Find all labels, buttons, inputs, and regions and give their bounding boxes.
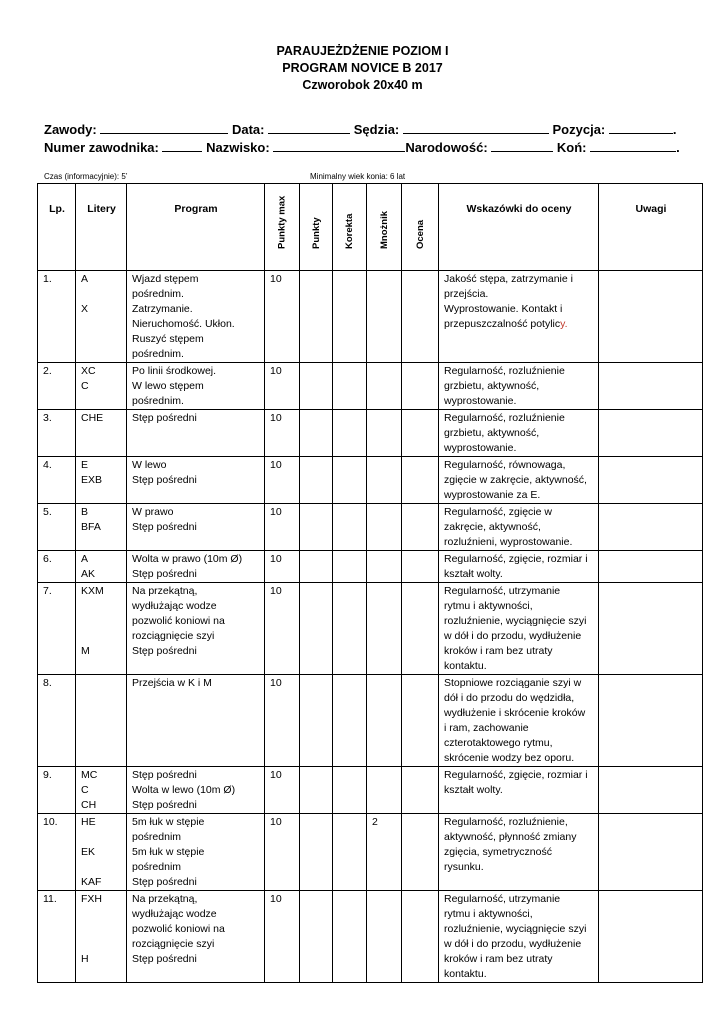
- row-lp: 7.: [38, 583, 76, 675]
- row-program: [127, 271, 265, 363]
- row-wskazowki: [439, 814, 599, 891]
- row-wskazowki-line: Regularność, zgięcie, rozmiar i: [444, 553, 588, 565]
- row-litery-line: CHE: [81, 412, 104, 424]
- row-litery: [76, 551, 127, 583]
- row-litery: [76, 814, 127, 891]
- row-wskazowki: [439, 551, 599, 583]
- row-program-line: pośrednim.: [132, 395, 184, 407]
- row-litery-line: A: [81, 273, 89, 285]
- row-korekta-input[interactable]: [333, 891, 367, 983]
- row-litery-line: HE: [81, 816, 96, 828]
- row-wskazowki-line: Stopniowe rozciąganie szyi w: [444, 677, 582, 689]
- row-lp: 11.: [38, 891, 76, 983]
- row-punkty-max: 10: [265, 271, 300, 363]
- nazwisko-label: Nazwisko:: [206, 140, 270, 155]
- row-program-line: Nieruchomość. Ukłon.: [132, 318, 235, 330]
- row-litery: [76, 457, 127, 504]
- row-litery-line: KAF: [81, 876, 102, 888]
- row-wskazowki-line: Regularność, zgięcie, rozmiar i: [444, 769, 588, 781]
- row-litery: [76, 271, 127, 363]
- row-punkty-input[interactable]: [300, 767, 333, 814]
- row-wskazowki-line: Regularność, zgięcie w: [444, 506, 552, 518]
- col-wskazowki: Wskazówki do oceny: [439, 184, 599, 271]
- row-lp: 9.: [38, 767, 76, 814]
- row-ocena-input[interactable]: [402, 675, 439, 767]
- row-program-line: Stęp pośredni: [132, 645, 197, 657]
- row-program-line: W lewo stępem: [132, 380, 204, 392]
- row-wskazowki-line: kształt wolty.: [444, 784, 503, 796]
- row-punkty-input[interactable]: [300, 271, 333, 363]
- row-program-line: Stęp pośredni: [132, 769, 197, 781]
- row-litery-line: [81, 907, 122, 922]
- title-line-1: PARAUJEŻDŻENIE POZIOM I: [276, 44, 449, 58]
- row-korekta-input[interactable]: [333, 457, 367, 504]
- row-litery: [76, 583, 127, 675]
- row-punkty-max: 10: [265, 363, 300, 410]
- zawody-label: Zawody:: [44, 122, 97, 137]
- row-program-line: Na przekątną,: [132, 893, 198, 905]
- row-wskazowki-line: kontaktu.: [444, 660, 487, 672]
- row-wskazowki-line: rytmu i aktywności,: [444, 908, 533, 920]
- row-litery-line: A: [81, 553, 89, 565]
- row-wskazowki-line: wyprostowanie za E.: [444, 489, 541, 501]
- header-row-2: [44, 139, 680, 156]
- row-litery: [76, 891, 127, 983]
- row-litery-line: CH: [81, 799, 97, 811]
- nazwisko-field[interactable]: [273, 139, 405, 152]
- row-korekta-input[interactable]: [333, 583, 367, 675]
- row-litery: [76, 504, 127, 551]
- row-program-line: pośrednim: [132, 861, 182, 873]
- row-program-line: rozciągnięcie szyi: [132, 630, 215, 642]
- row-litery-line: EXB: [81, 474, 103, 486]
- row-wskazowki-line: Regularność, rozluźnienie: [444, 412, 565, 424]
- row-program-line: pozwolić koniowi na: [132, 615, 225, 627]
- row-litery-line: M: [81, 645, 90, 657]
- row-punkty-max: 10: [265, 891, 300, 983]
- row-program-line: W lewo: [132, 459, 167, 471]
- row-wskazowki-line: Regularność, utrzymanie: [444, 585, 561, 597]
- row-litery-line: [81, 629, 122, 644]
- row-korekta-input[interactable]: [333, 504, 367, 551]
- row-wskazowki: [439, 583, 599, 675]
- row-ocena-input[interactable]: [402, 814, 439, 891]
- table-row: [38, 551, 703, 583]
- col-korekta: Korekta: [333, 184, 367, 271]
- row-wskazowki-line: przepuszczalność potylicy.: [444, 318, 568, 330]
- row-litery: [76, 675, 127, 767]
- row-wskazowki-line: rozluźnieni, wyprostowanie.: [444, 536, 573, 548]
- row-punkty-input[interactable]: [300, 457, 333, 504]
- table-row: [38, 457, 703, 504]
- row-lp: 10.: [38, 814, 76, 891]
- row-punkty-input[interactable]: [300, 363, 333, 410]
- row-punkty-max: 10: [265, 551, 300, 583]
- row-program: [127, 767, 265, 814]
- row-wskazowki-line: rozluźnienie, wyciągnięcie szyi: [444, 615, 587, 627]
- wiek-info: Minimalny wiek konia: 6 lat: [310, 172, 406, 181]
- row-litery-line: BFA: [81, 521, 101, 533]
- table-row: [38, 271, 703, 363]
- row-wskazowki-line: aktywność, płynność zmiany: [444, 831, 577, 843]
- row-wskazowki-line: Regularność, rozluźnienie: [444, 365, 565, 377]
- row-wskazowki-line: wyprostowanie.: [444, 442, 517, 454]
- row-wskazowki-line: kroków i ram bez utraty: [444, 645, 553, 657]
- row-wskazowki: [439, 767, 599, 814]
- row-program-line: wydłużając wodze: [132, 600, 217, 612]
- row-wskazowki-line: grzbietu, aktywność,: [444, 380, 540, 392]
- numer-label: Numer zawodnika:: [44, 140, 159, 155]
- row-litery-line: E: [81, 459, 89, 471]
- col-lp: Lp.: [38, 184, 76, 271]
- row-wskazowki-line: rozluźnienie, wyciągnięcie szyi: [444, 923, 587, 935]
- row-wskazowki-line: czterotaktowego rytmu,: [444, 737, 553, 749]
- row-wskazowki-line: rytmu i aktywności,: [444, 600, 533, 612]
- row-program-line: 5m łuk w stępie: [132, 846, 205, 858]
- row-ocena-input[interactable]: [402, 767, 439, 814]
- data-field[interactable]: [268, 121, 350, 134]
- zawody-field[interactable]: [100, 121, 228, 134]
- narodowosc-label: Narodowość:: [405, 140, 488, 155]
- row-litery: [76, 363, 127, 410]
- col-punkty: Punkty: [300, 184, 333, 271]
- row-mnoznik: [367, 551, 402, 583]
- row-litery-line: [81, 860, 122, 875]
- row-litery-line: B: [81, 506, 89, 518]
- row-litery: [76, 767, 127, 814]
- row-punkty-max: 10: [265, 457, 300, 504]
- data-label: Data:: [231, 122, 265, 137]
- row-punkty-input[interactable]: [300, 551, 333, 583]
- row-program-line: Stęp pośredni: [132, 412, 197, 424]
- row-lp: 5.: [38, 504, 76, 551]
- row-uwagi-input[interactable]: [599, 457, 703, 504]
- row-punkty-max: 10: [265, 814, 300, 891]
- row-litery-line: X: [81, 303, 89, 315]
- row-uwagi-input[interactable]: [599, 583, 703, 675]
- row-wskazowki-line: skrócenie wodzy bez oporu.: [444, 752, 575, 764]
- row-uwagi-input[interactable]: [599, 504, 703, 551]
- numer-field[interactable]: [162, 139, 202, 152]
- row-wskazowki-line: Regularność, rozluźnienie,: [444, 816, 568, 828]
- row-program-line: Stęp pośredni: [132, 953, 197, 965]
- row-wskazowki-line: kontaktu.: [444, 968, 487, 980]
- row-program-line: pozwolić koniowi na: [132, 923, 225, 935]
- table-header-row: [38, 184, 703, 271]
- row-program: [127, 583, 265, 675]
- row-program: [127, 675, 265, 767]
- row-lp: 1.: [38, 271, 76, 363]
- row-korekta-input[interactable]: [333, 675, 367, 767]
- row-mnoznik: [367, 583, 402, 675]
- row-lp: 6.: [38, 551, 76, 583]
- table-row: [38, 891, 703, 983]
- narodowosc-field[interactable]: [491, 139, 553, 152]
- row-wskazowki-line: Regularność, utrzymanie: [444, 893, 561, 905]
- row-punkty-max: 10: [265, 504, 300, 551]
- row-program: [127, 410, 265, 457]
- pozycja-label: Pozycja:: [552, 122, 606, 137]
- col-ocena: Ocena: [402, 184, 439, 271]
- col-punkty-max: Punkty max: [265, 184, 300, 271]
- row-wskazowki-line: zgięcia, symetryczność: [444, 846, 552, 858]
- row-mnoznik: [367, 363, 402, 410]
- row-uwagi-input[interactable]: [599, 271, 703, 363]
- row-mnoznik: [367, 457, 402, 504]
- row-litery-line: XC: [81, 365, 96, 377]
- row-lp: 8.: [38, 675, 76, 767]
- row-uwagi-input[interactable]: [599, 551, 703, 583]
- col-uwagi: Uwagi: [599, 184, 703, 271]
- row-program-line: Stęp pośredni: [132, 876, 197, 888]
- row-punkty-input[interactable]: [300, 675, 333, 767]
- row-punkty-max: 10: [265, 675, 300, 767]
- table-row: [38, 814, 703, 891]
- row-litery-line: MC: [81, 769, 98, 781]
- col-program: Program: [127, 184, 265, 271]
- row-uwagi-input[interactable]: [599, 767, 703, 814]
- row-korekta-input[interactable]: [333, 271, 367, 363]
- row-wskazowki-line: Regularność, równowaga,: [444, 459, 566, 471]
- row-uwagi-input[interactable]: [599, 410, 703, 457]
- row-punkty-max: 10: [265, 767, 300, 814]
- row-wskazowki-line: zgięcie w zakręcie, aktywność,: [444, 474, 587, 486]
- table-row: [38, 410, 703, 457]
- row-program-line: Przejścia w K i M: [132, 677, 212, 689]
- row-program: [127, 504, 265, 551]
- row-punkty-max: 10: [265, 410, 300, 457]
- row-wskazowki-line: Jakość stępa, zatrzymanie i: [444, 273, 573, 285]
- pozycja-field[interactable]: [609, 121, 673, 134]
- row-program: [127, 891, 265, 983]
- row-ocena-input[interactable]: [402, 271, 439, 363]
- row-program-line: Wjazd stępem: [132, 273, 199, 285]
- row-wskazowki-line: przejścia.: [444, 288, 489, 300]
- row-wskazowki-line: w dół i do przodu, wydłużenie: [444, 630, 582, 642]
- row-wskazowki-line: i ram, zachowanie: [444, 722, 529, 734]
- row-punkty-max: 10: [265, 583, 300, 675]
- row-litery-line: [81, 614, 122, 629]
- row-program-line: Po linii środkowej.: [132, 365, 217, 377]
- row-wskazowki-line: wyprostowanie.: [444, 395, 517, 407]
- row-punkty-input[interactable]: [300, 410, 333, 457]
- row-ocena-input[interactable]: [402, 551, 439, 583]
- row-program: [127, 551, 265, 583]
- row-wskazowki: [439, 271, 599, 363]
- row-program-line: Wolta w prawo (10m Ø): [132, 553, 243, 565]
- sedzia-field[interactable]: [403, 121, 549, 134]
- row-wskazowki-line: Wyprostowanie. Kontakt i: [444, 303, 563, 315]
- row-program-line: Stęp pośredni: [132, 799, 197, 811]
- row-litery: [76, 410, 127, 457]
- title-line-3: Czworobok 20x40 m: [302, 78, 423, 92]
- row-litery-line: FXH: [81, 893, 102, 905]
- row-litery-line: KXM: [81, 585, 104, 597]
- table-row: [38, 363, 703, 410]
- row-wskazowki-line: rysunku.: [444, 861, 484, 873]
- row-program-line: pośrednim.: [132, 288, 184, 300]
- row-program-line: 5m łuk w stępie: [132, 816, 205, 828]
- row-punkty-input[interactable]: [300, 504, 333, 551]
- row-program-line: Stęp pośredni: [132, 568, 197, 580]
- kon-field[interactable]: [590, 139, 676, 152]
- row-punkty-input[interactable]: [300, 583, 333, 675]
- table-row: [38, 675, 703, 767]
- score-table: [37, 183, 703, 983]
- sedzia-label: Sędzia:: [353, 122, 400, 137]
- row-mnoznik: 2: [367, 814, 402, 891]
- row-litery-line: [81, 922, 122, 937]
- row-program-line: wydłużając wodze: [132, 908, 217, 920]
- czas-info: Czas (informacyjnie): 5’: [44, 172, 128, 181]
- row-ocena-input[interactable]: [402, 363, 439, 410]
- row-wskazowki: [439, 410, 599, 457]
- row-wskazowki: [439, 363, 599, 410]
- row-program-line: Zatrzymanie.: [132, 303, 193, 315]
- col-mnoznik: Mnożnik: [367, 184, 402, 271]
- row-wskazowki: [439, 891, 599, 983]
- red-text: y.: [560, 318, 568, 330]
- table-row: [38, 767, 703, 814]
- row-ocena-input[interactable]: [402, 410, 439, 457]
- row-program-line: Ruszyć stępem: [132, 333, 204, 345]
- row-korekta-input[interactable]: [333, 767, 367, 814]
- row-uwagi-input[interactable]: [599, 891, 703, 983]
- row-mnoznik: [367, 767, 402, 814]
- col-litery: Litery: [76, 184, 127, 271]
- row-punkty-input[interactable]: [300, 891, 333, 983]
- row-litery-line: [81, 830, 122, 845]
- row-wskazowki: [439, 675, 599, 767]
- table-row: [38, 583, 703, 675]
- row-program-line: Na przekątną,: [132, 585, 198, 597]
- row-wskazowki-line: dół i do przodu do wędzidła,: [444, 692, 575, 704]
- row-mnoznik: [367, 675, 402, 767]
- row-program-line: Stęp pośredni: [132, 474, 197, 486]
- row-ocena-input[interactable]: [402, 504, 439, 551]
- row-lp: 4.: [38, 457, 76, 504]
- row-litery-line: H: [81, 953, 89, 965]
- row-litery-line: [81, 676, 122, 691]
- row-wskazowki-line: kroków i ram bez utraty: [444, 953, 553, 965]
- row-uwagi-input[interactable]: [599, 675, 703, 767]
- row-program-line: pośrednim: [132, 831, 182, 843]
- row-wskazowki-line: wydłużenie i skrócenie kroków: [444, 707, 586, 719]
- row-korekta-input[interactable]: [333, 551, 367, 583]
- row-korekta-input[interactable]: [333, 363, 367, 410]
- row-wskazowki-line: zakręcie, aktywność,: [444, 521, 541, 533]
- row2-dot: .: [676, 140, 680, 155]
- row-ocena-input[interactable]: [402, 583, 439, 675]
- title-line-2: PROGRAM NOVICE B 2017: [282, 61, 443, 75]
- row-ocena-input[interactable]: [402, 891, 439, 983]
- row-program-line: pośrednim.: [132, 348, 184, 360]
- row-program-line: W prawo: [132, 506, 174, 518]
- row-punkty-input[interactable]: [300, 814, 333, 891]
- row-litery-line: [81, 287, 122, 302]
- row-litery-line: [81, 599, 122, 614]
- row-program-line: Wolta w lewo (10m Ø): [132, 784, 236, 796]
- row-wskazowki: [439, 457, 599, 504]
- row-litery-line: C: [81, 380, 89, 392]
- row-uwagi-input[interactable]: [599, 363, 703, 410]
- row-uwagi-input[interactable]: [599, 814, 703, 891]
- row-program-line: rozciągnięcie szyi: [132, 938, 215, 950]
- row-program: [127, 814, 265, 891]
- row-wskazowki-line: w dół i do przodu, wydłużenie: [444, 938, 582, 950]
- row-program: [127, 457, 265, 504]
- header-row-1: [44, 121, 677, 138]
- row-lp: 3.: [38, 410, 76, 457]
- row-mnoznik: [367, 271, 402, 363]
- row-lp: 2.: [38, 363, 76, 410]
- row-korekta-input[interactable]: [333, 814, 367, 891]
- row-wskazowki-line: grzbietu, aktywność,: [444, 427, 540, 439]
- row-mnoznik: [367, 891, 402, 983]
- row-korekta-input[interactable]: [333, 410, 367, 457]
- row-litery-line: AK: [81, 568, 96, 580]
- row-mnoznik: [367, 410, 402, 457]
- row-ocena-input[interactable]: [402, 457, 439, 504]
- table-row: [38, 504, 703, 551]
- row-program: [127, 363, 265, 410]
- row-litery-line: EK: [81, 846, 96, 858]
- row-wskazowki-line: kształt wolty.: [444, 568, 503, 580]
- kon-label: Koń:: [556, 140, 587, 155]
- row-program-line: Stęp pośredni: [132, 521, 197, 533]
- row1-dot: .: [672, 122, 677, 137]
- row-litery-line: [81, 937, 122, 952]
- row-mnoznik: [367, 504, 402, 551]
- row-wskazowki: [439, 504, 599, 551]
- row-litery-line: C: [81, 784, 89, 796]
